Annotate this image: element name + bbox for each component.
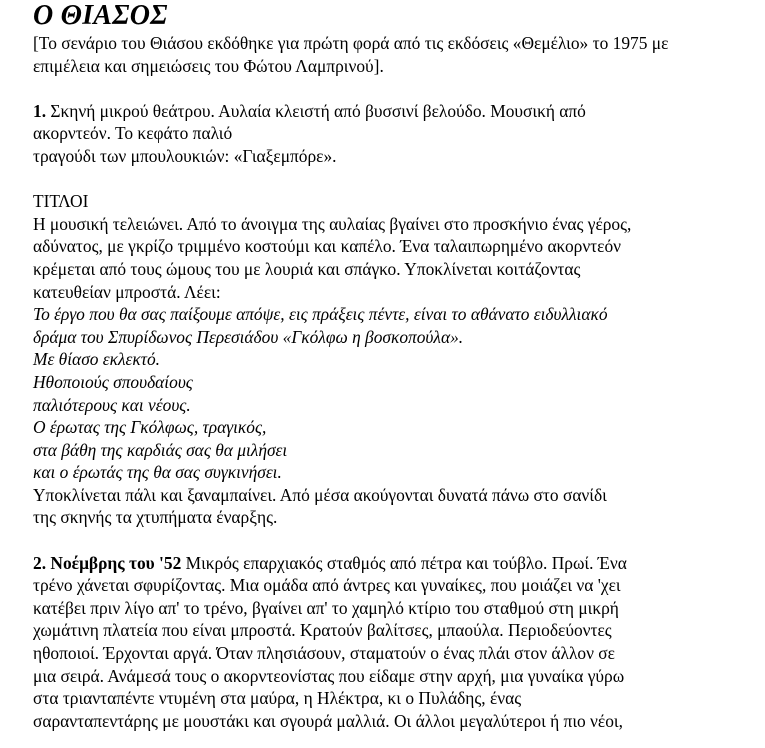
intro-line: επιμέλεια και σημειώσεις του Φώτου Λαμπρινού]. — [33, 55, 384, 76]
document-title: Ο ΘΙΑΣΟΣ — [33, 0, 168, 31]
intro-note — [33, 32, 759, 77]
scene-2-line — [33, 552, 759, 575]
paragraph-gap — [33, 77, 759, 100]
speech-line: Το έργο που θα σας παίξουμε απόψε, εις πράξεις πέντε, είναι το αθάνατο ειδυλλιακό — [33, 304, 608, 325]
scene-2-line: σαρανταπεντάρης με μουστάκι και σγουρά μαλλιά. Οι άλλοι μεγαλύτεροι ή πιο νέοι, — [33, 710, 623, 731]
titles-line: Η μουσική τελειώνει. Από το άνοιγμα της αυλαίας βγαίνει στο προσκήνιο ένας γέρος, — [33, 213, 632, 234]
scene-2-text: Μικρός επαρχιακός σταθμός από πέτρα και τούβλο. Πρωί. Ένα — [181, 552, 627, 573]
scene-2-line: κατέβει πριν λίγο απ' το τρένο, βγαίνει απ' το χαμηλό κτίριο του σταθμού στη μικρή — [33, 597, 619, 618]
titles-line: αδύνατος, με γκρίζο τριμμένο κοστούμι και καπέλο. Ένα ταλαιπωρημένο ακορντεόν — [33, 236, 622, 257]
scene-1-line: τραγούδι των μπουλουκιών: «Γιαξεμπόρε». — [33, 145, 337, 166]
speech-line: δράμα του Σπυρίδωνος Περεσιάδου «Γκόλφω η βοσκοπούλα». — [33, 326, 464, 347]
titles-closing-line: της σκηνής τα χτυπήματα έναρξης. — [33, 507, 278, 528]
titles-line: κατευθείαν μπροστά. Λέει: — [33, 281, 221, 302]
scene-1 — [33, 100, 759, 168]
intro-line: [Το σενάριο του Θιάσου εκδόθηκε για πρώτη φορά από τις εκδόσεις «Θεμέλιο» το 1975 με — [33, 33, 669, 53]
scene-1-line: ακορντεόν. Το κεφάτο παλιό — [33, 123, 233, 144]
scene-2 — [33, 552, 759, 733]
scene-1-number: 1. — [33, 100, 47, 121]
scene-2-line: μια σειρά. Ανάμεσά τους ο ακορντεονίστας που είδαμε στην αρχή, μια γυναίκα γύρω — [33, 665, 625, 686]
speech-line: παλιότερους και νέους. — [33, 394, 191, 415]
scene-2-heading: 2. Νοέμβρης του '52 — [33, 552, 182, 573]
scene-2-line: τρένο χάνεται σφυρίζοντας. Μια ομάδα από άντρες και γυναίκες, που μοιάζει να 'χει — [33, 575, 621, 596]
speech-line: και ο έρωτάς της θα σας συγκινήσει. — [33, 462, 282, 483]
speech-line: Με θίασο εκλεκτό. — [33, 349, 161, 370]
speech-line: Ο έρωτας της Γκόλφως, τραγικός, — [33, 417, 267, 438]
scene-1-line — [33, 100, 759, 123]
titles-heading: ΤΙΤΛΟΙ — [33, 191, 89, 212]
titles-line: κρέμεται από τους ώμους του με λουριά και σπάγκο. Υποκλίνεται κοιτάζοντας — [33, 258, 581, 279]
speech-line: Ηθοποιούς σπουδαίους — [33, 371, 193, 392]
titles-closing-line: Υποκλίνεται πάλι και ξαναμπαίνει. Από μέσα ακούγονται δυνατά πάνω στο σανίδι — [33, 484, 607, 505]
speech-line: στα βάθη της καρδιάς σας θα μιλήσει — [33, 439, 288, 460]
scene-1-text: Σκηνή μικρού θεάτρου. Αυλαία κλειστή από βυσσινί βελούδο. Μουσική από — [46, 100, 586, 121]
paragraph-gap — [33, 168, 759, 191]
scene-2-line: στα τριανταπέντε ντυμένη στα μαύρα, η Ηλέκτρα, κι ο Πυλάδης, ένας — [33, 688, 522, 709]
scene-2-line: χωμάτινη πλατεία που είναι μπροστά. Κρατούν βαλίτσες, μπαούλα. Περιοδεύοντες — [33, 620, 612, 641]
document-page — [33, 0, 759, 732]
scene-2-line: ηθοποιοί. Έρχονται αργά. Όταν πλησιάσουν, σταματούν ο ένας πλάι στον άλλον σε — [33, 643, 615, 664]
titles-section — [33, 190, 759, 529]
paragraph-gap — [33, 529, 759, 552]
